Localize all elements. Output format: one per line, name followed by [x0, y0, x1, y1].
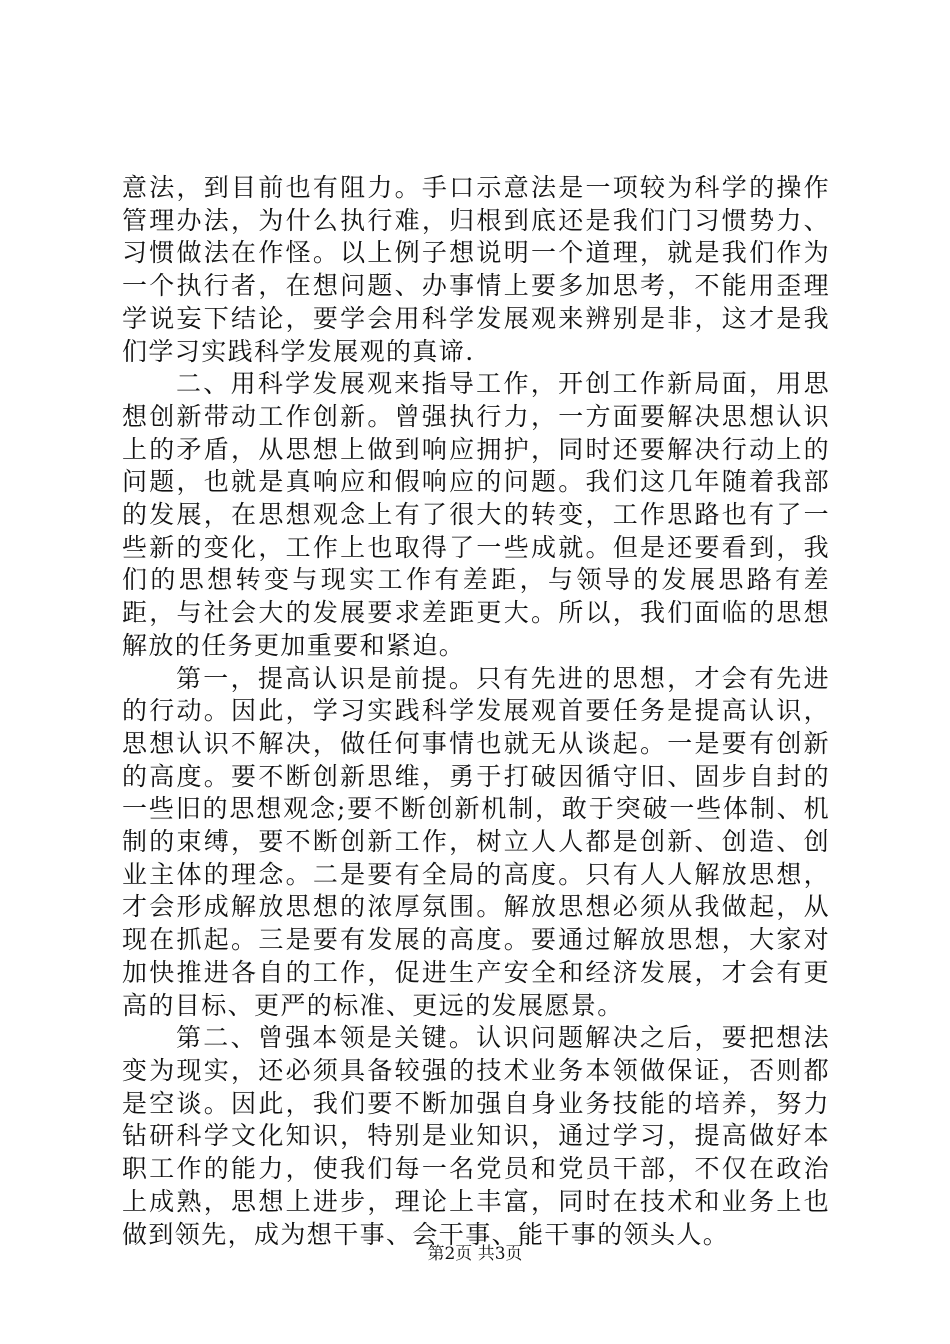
paragraph-section-two: 二、用科学发展观来指导工作，开创工作新局面，用思想创新带动工作创新。曾强执行力，一方面要解决思想认识上的矛盾，从思想上做到响应拥护，同时还要解决行动上的问题，也就是真响应和假响应的问题。我们这几年随着我部的发展，在思想观念上有了很大的转变，工作思路也有了一些新的变化，工作上也取得了一些成就。但是还要看到，我们的思想转变与现实工作有差距，与领导的发展思路有差距，与社会大的发展要求差距更大。所以，我们面临的思想解放的任务更加重要和紧迫。 [122, 369, 830, 660]
document-body [122, 172, 830, 1251]
paragraph-continuation: 意法，到目前也有阻力。手口示意法是一项较为科学的操作管理办法，为什么执行难，归根到底还是我们门习惯势力、习惯做法在作怪。以上例子想说明一个道理，就是我们作为一个执行者，在想问题、办事情上要多加思考，不能用歪理学说妄下结论，要学会用科学发展观来辨别是非，这才是我们学习实践科学发展观的真谛. [122, 173, 830, 366]
paragraph-point-one: 第一，提高认识是前提。只有先进的思想，才会有先进的行动。因此，学习实践科学发展观首要任务是提高认识，思想认识不解决，做任何事情也就无从谈起。一是要有创新的高度。要不断创新思维，勇于打破因循守旧、固步自封的一些旧的思想观念;要不断创新机制，敢于突破一些体制、机制的束缚，要不断创新工作，树立人人都是创新、创造、创业主体的理念。二是要有全局的高度。只有人人解放思想，才会形成解放思想的浓厚氛围。解放思想必须从我做起，从现在抓起。三是要有发展的高度。要通过解放思想，大家对加快推进各自的工作，促进生产安全和经济发展，才会有更高的目标、更严的标准、更远的发展愿景。 [122, 663, 830, 1020]
page-number-footer: 第2页 共3页 [427, 1244, 523, 1264]
paragraph-point-two: 第二、曾强本领是关键。认识问题解决之后，要把想法变为现实，还必须具备较强的技术业务本领做保证，否则都是空谈。因此，我们要不断加强自身业务技能的培养，努力钻研科学文化知识，特别是业知识，通过学习，提高做好本职工作的能力，使我们每一名党员和党员干部，不仅在政治上成熟，思想上进步，理论上丰富，同时在技术和业务上也做到领先，成为想干事、会干事、能干事的领头人。 [122, 1023, 830, 1249]
